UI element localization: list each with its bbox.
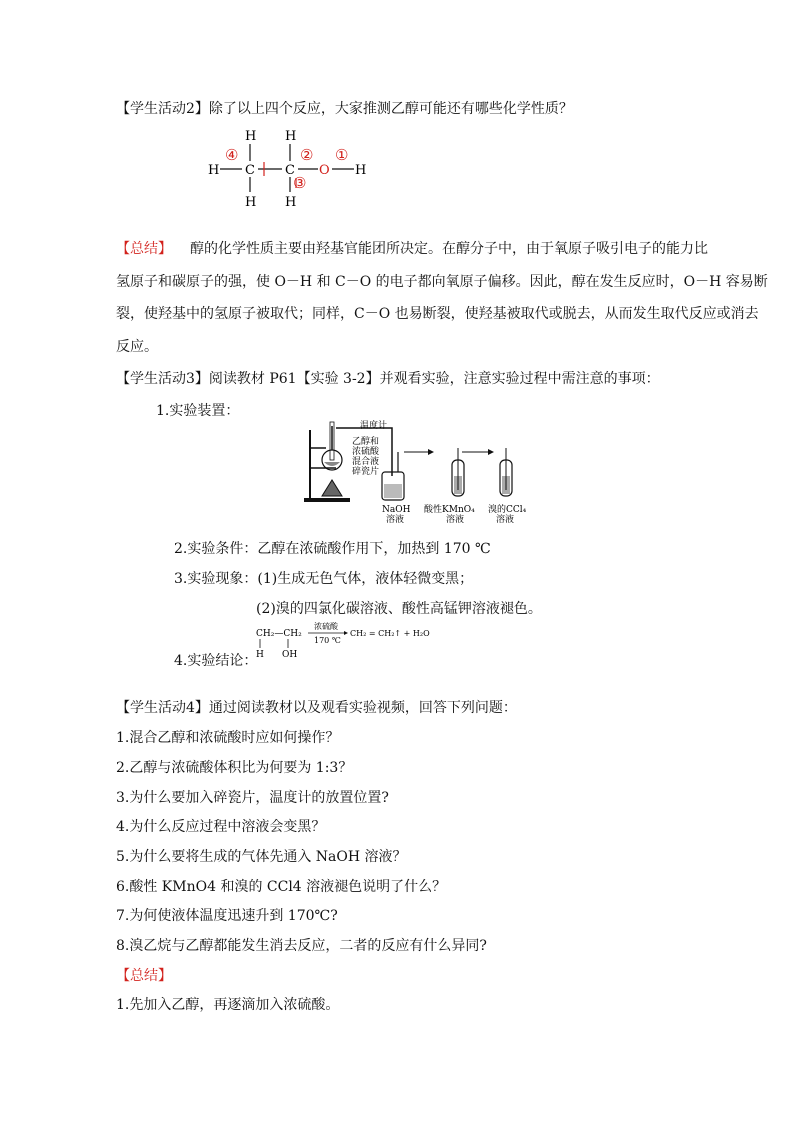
summary1-label: 【总结】	[116, 241, 172, 257]
activity3-item4: 4.实验结论：	[174, 653, 258, 669]
label-kmno4-1: 酸性KMnO₄	[424, 505, 475, 515]
question-4: 4.为什么反应过程中溶液会变黑？	[116, 819, 326, 835]
equation-arrow-head	[344, 631, 348, 635]
label-ccl4-1: 溴的CCl₄	[488, 505, 527, 515]
atom-h-left: H	[208, 163, 220, 178]
summary1-line4: 反应。	[116, 339, 158, 355]
label-mixture-4: 碎瓷片	[352, 467, 380, 477]
label-kmno4-2: 溶液	[446, 515, 465, 525]
equation-reactant: CH₂—CH₂	[256, 629, 302, 639]
reaction-equation	[254, 620, 434, 660]
summary1-line2: 氢原子和碳原子的强，使 O－H 和 C－O 的电子都向氧原子偏移。因此，醇在发生反应时，O－H 容易断	[116, 274, 768, 290]
activity3-item3b: (2)溴的四氯化碳溶液、酸性高锰钾溶液褪色。	[256, 601, 542, 617]
summary2-answer1: 1.先加入乙醇，再逐滴加入浓硫酸。	[116, 997, 340, 1013]
activity3-item1: 1.实验装置：	[156, 403, 240, 419]
arrow-1-head	[428, 449, 434, 455]
question-5: 5.为什么要将生成的气体先通入 NaOH 溶液？	[116, 849, 407, 865]
bond-label-2: ②	[300, 146, 314, 164]
arrow-2-head	[488, 449, 494, 455]
atom-h-c2-top: H	[285, 129, 297, 144]
atom-h-c1-top: H	[245, 129, 257, 144]
activity2-title: 【学生活动2】除了以上四个反应，大家推测乙醇可能还有哪些化学性质？	[116, 101, 573, 117]
naoh-liquid	[384, 484, 402, 498]
label-thermometer: 温度计	[360, 421, 388, 431]
atom-h-right: H	[355, 163, 367, 178]
activity3-title: 【学生活动3】阅读教材 P61【实验 3-2】并观看实验，注意实验过程中需注意的事项：	[116, 371, 660, 387]
atom-o: O	[319, 163, 330, 178]
label-naoh-1: NaOH	[382, 505, 411, 515]
question-1: 1.混合乙醇和浓硫酸时应如何操作？	[116, 730, 340, 746]
stand-base	[304, 498, 350, 502]
atom-c1: C	[245, 163, 255, 178]
alcohol-lamp-icon	[322, 480, 342, 496]
equation-temperature: 170 ℃	[314, 636, 341, 645]
activity3-item2: 2.实验条件：乙醇在浓硫酸作用下，加热到 170 ℃	[174, 541, 491, 557]
bond-label-4: ④	[225, 146, 239, 164]
summary2-label: 【总结】	[116, 968, 172, 984]
question-7: 7.为何使液体温度迅速升到 170℃?	[116, 908, 338, 924]
bond-label-3: ③	[293, 174, 307, 192]
label-mixture-3: 混合液	[352, 457, 380, 467]
summary1-line1: 【总结】 醇的化学性质主要由羟基官能团所决定。在醇分子中，由于氧原子吸引电子的能力比	[116, 241, 708, 257]
ethanol-structure-diagram	[200, 124, 380, 210]
equation-reactant-oh: OH	[282, 650, 298, 660]
label-mixture-1: 乙醇和	[352, 437, 380, 447]
question-6: 6.酸性 KMnO4 和溴的 CCl4 溶液褪色说明了什么？	[116, 879, 447, 895]
question-2: 2.乙醇与浓硫酸体积比为何要为 1:3？	[116, 760, 353, 776]
activity4-title: 【学生活动4】通过阅读教材以及观看实验视频，回答下列问题：	[116, 700, 517, 716]
atom-c2: C	[285, 163, 295, 178]
flask-liquid	[324, 462, 340, 466]
summary1-line3: 裂，使羟基中的氢原子被取代；同样，C－O 也易断裂，使羟基被取代或脱去，从而发生取代反应或消去	[116, 306, 759, 322]
question-3: 3.为什么要加入碎瓷片，温度计的放置位置?	[116, 790, 389, 806]
equation-catalyst: 浓硫酸	[314, 622, 338, 631]
label-ccl4-2: 溶液	[496, 515, 515, 525]
equation-reactant-h: H	[256, 650, 264, 660]
equation-products: CH₂ = CH₂↑ + H₂O	[350, 629, 430, 638]
atom-h-c1-bottom: H	[245, 195, 257, 210]
label-mixture-2: 浓硫酸	[352, 447, 380, 457]
label-naoh-2: 溶液	[386, 515, 405, 525]
atom-h-c2-bottom: H	[285, 195, 297, 210]
bond-label-1: ①	[335, 146, 349, 164]
apparatus-diagram	[300, 420, 550, 528]
question-8: 8.溴乙烷与乙醇都能发生消去反应，二者的反应有什么异同?	[116, 938, 487, 954]
activity3-item3: 3.实验现象：(1)生成无色气体，液体轻微变黑；	[174, 571, 474, 587]
